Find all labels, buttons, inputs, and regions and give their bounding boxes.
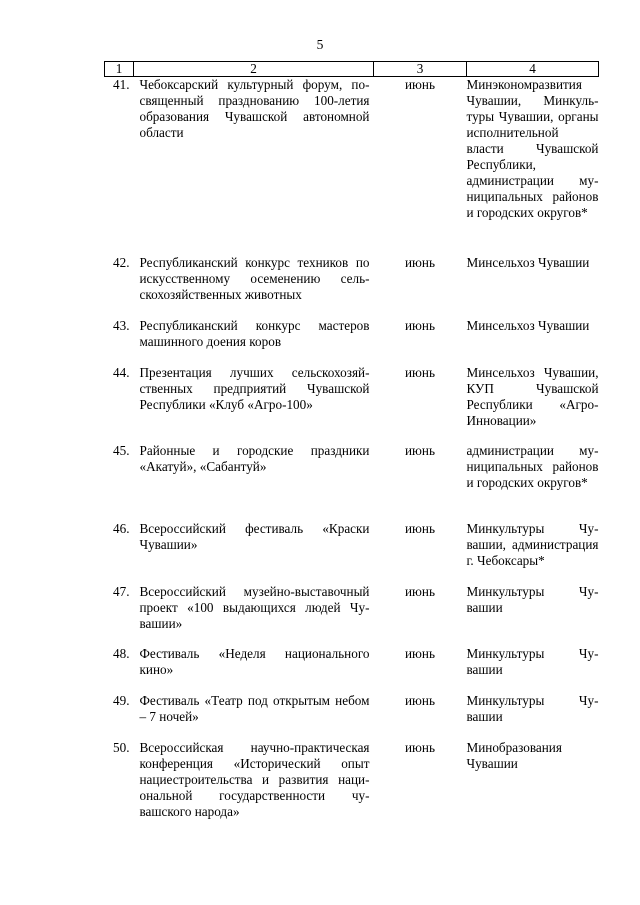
- responsible-body: Минсельхоз Чувашии: [466, 317, 590, 333]
- event-date: июнь: [405, 692, 435, 708]
- event-name: Всероссийский музейно-выставочный проект «100 выдающихся людей Чувашии»: [139, 583, 370, 631]
- event-date: июнь: [405, 317, 435, 333]
- column-header-3: 3: [374, 62, 467, 77]
- table-row: [105, 77, 599, 255]
- responsible-body: Минсельхоз Чувашии, КУП Чувашской Республики «Агро-Инновации»: [466, 364, 599, 428]
- event-name: Чебоксарский культурный форум, посвященный празднованию 100-летия образования Чувашской автономной области: [134, 77, 374, 255]
- responsible-body: Минкультуры Чувашии: [466, 645, 599, 677]
- page-number: 5: [316, 37, 324, 52]
- event-date: июнь: [405, 583, 435, 599]
- event-date: июнь: [405, 520, 435, 536]
- responsible-body: администрации муниципальных районов и городских округов*: [466, 442, 599, 490]
- event-date: июнь: [405, 254, 435, 270]
- table-row: [105, 255, 599, 318]
- event-date: июнь: [405, 442, 435, 458]
- event-name: Районные и городские праздники «Акатуй», «Сабантуй»: [139, 442, 370, 474]
- responsible-body: Минкультуры Чувашии, администрация г. Чебоксары*: [466, 520, 599, 568]
- event-name: Республиканский конкурс мастеров машинного доения коров: [139, 317, 370, 349]
- event-date: июнь: [405, 645, 435, 661]
- row-number: 47.: [113, 583, 130, 599]
- table-row: [105, 693, 599, 740]
- row-number: 45.: [113, 442, 130, 458]
- table-row: [105, 646, 599, 693]
- table-row: [105, 318, 599, 365]
- event-date: июнь: [374, 77, 467, 255]
- event-date: июнь: [405, 364, 435, 380]
- row-number: 41.: [105, 77, 134, 255]
- responsible-body: Минкультуры Чувашии: [466, 583, 599, 615]
- row-number: 48.: [113, 645, 130, 661]
- responsible-body: Минобразования Чувашии: [466, 739, 562, 771]
- table-row: [105, 584, 599, 646]
- event-name: Республиканский конкурс техников по искусственному осеменению сельскохозяйственных животных: [139, 254, 370, 302]
- event-name: Презентация лучших сельскохозяйственных предприятий Чувашской Республики «Клуб «Агро-100»: [139, 364, 370, 412]
- table-row: [105, 365, 599, 443]
- row-number: 49.: [113, 692, 130, 708]
- event-date: июнь: [405, 739, 435, 755]
- event-name: Всероссийский фестиваль «Краски Чувашии»: [139, 520, 370, 552]
- event-name: Всероссийская научно-практическая конференция «Исторический опыт нациестроительства и развития национальной государственности чувашского народа»: [139, 739, 370, 819]
- row-number: 43.: [113, 317, 130, 333]
- event-name: Фестиваль «Театр под открытым небом – 7 ночей»: [139, 692, 370, 724]
- column-numbers-row: [105, 62, 599, 77]
- row-number: 50.: [113, 739, 130, 755]
- column-header-1: 1: [105, 62, 134, 77]
- row-number: 42.: [113, 254, 130, 270]
- event-name: Фестиваль «Неделя национального кино»: [139, 645, 370, 677]
- responsible-body: Минсельхоз Чувашии: [466, 254, 590, 270]
- column-header-2: 2: [134, 62, 374, 77]
- table-row: [105, 443, 599, 521]
- table-row: [105, 740, 599, 820]
- table-row: [105, 521, 599, 584]
- row-number: 44.: [113, 364, 130, 380]
- responsible-body: Минкультуры Чувашии: [466, 692, 599, 724]
- events-table: [104, 61, 599, 820]
- row-number: 46.: [113, 520, 130, 536]
- column-header-4: 4: [467, 62, 599, 77]
- responsible-body: Минэкономразвития Чувашии, Минкультуры Чувашии, органы исполнительной власти Чувашской Республики, администрации муниципальных районов и городских округов*: [467, 77, 599, 255]
